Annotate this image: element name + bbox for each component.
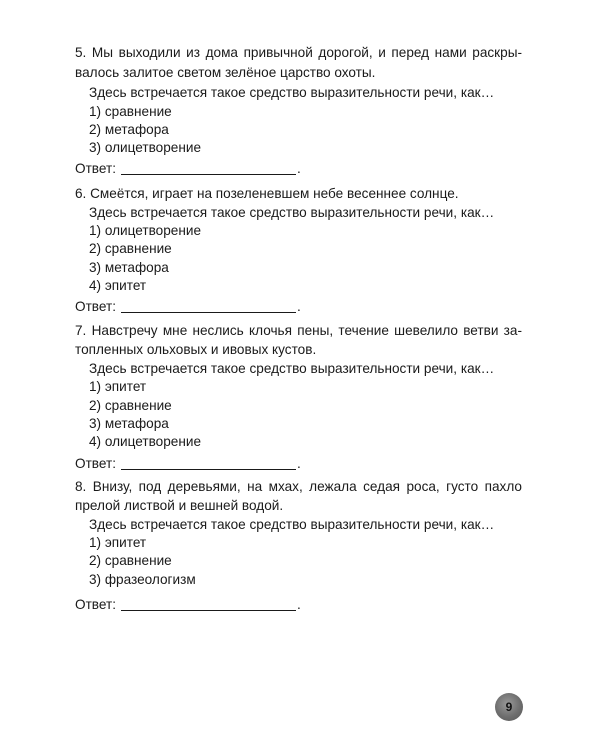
question-7-instruction: Здесь встречается такое средство выразительности речи, как… [89, 361, 495, 376]
question-6-option-4: 4) эпитет [89, 278, 147, 293]
question-5-text-line-2: валось залитое светом зелёное царство охоты. [75, 65, 376, 80]
question-6-option-3: 3) метафора [89, 260, 169, 275]
question-8-option-2: 2) сравнение [89, 553, 172, 568]
question-8-answer-period: . [297, 597, 301, 612]
question-6-text-line-1: 6. Смеётся, играет на позеленевшем небе весеннее солнце. [75, 186, 459, 201]
question-8-option-1: 1) эпитет [89, 535, 147, 550]
question-5-option-3: 3) олицетворение [89, 140, 202, 155]
question-5-answer-field[interactable] [121, 174, 296, 175]
question-8-answer-label: Ответ: [75, 597, 116, 612]
question-7-option-4: 4) олицетворение [89, 434, 202, 449]
question-7-option-3: 3) метафора [89, 416, 169, 431]
page-number-badge [495, 693, 523, 721]
question-7-option-1: 1) эпитет [89, 379, 147, 394]
question-8-text-line-2: прелой листвой и вешней водой. [75, 498, 284, 513]
question-6-answer-field[interactable] [121, 312, 296, 313]
question-8-option-3: 3) фразеологизм [89, 572, 196, 587]
page-number: 9 [505, 700, 513, 714]
question-8-answer-field[interactable] [121, 610, 296, 611]
question-6-option-2: 2) сравнение [89, 241, 172, 256]
question-7-text-line-2: топленных ольховых и ивовых кустов. [75, 342, 317, 357]
question-6-instruction: Здесь встречается такое средство выразительности речи, как… [89, 205, 495, 220]
question-5-option-2: 2) метафора [89, 122, 169, 137]
question-5-text-line-1: 5. Мы выходили из дома привычной дорогой, и перед нами раскры- [75, 45, 522, 60]
question-8-instruction: Здесь встречается такое средство выразительности речи, как… [89, 517, 495, 532]
question-5-instruction: Здесь встречается такое средство выразительности речи, как… [89, 85, 495, 100]
question-7-answer-label: Ответ: [75, 456, 116, 471]
question-8-text-line-1: 8. Внизу, под деревьями, на мхах, лежала седая роса, густо пахло [75, 479, 522, 494]
question-6-option-1: 1) олицетворение [89, 223, 202, 238]
question-6-answer-label: Ответ: [75, 299, 116, 314]
question-7-option-2: 2) сравнение [89, 398, 172, 413]
question-5-answer-label: Ответ: [75, 161, 116, 176]
question-5-answer-period: . [297, 161, 301, 176]
question-7-answer-period: . [297, 456, 301, 471]
question-5-option-1: 1) сравнение [89, 104, 172, 119]
question-7-text-line-1: 7. Навстречу мне неслись клочья пены, течение шевелило ветви за- [75, 323, 522, 338]
question-6-answer-period: . [297, 299, 301, 314]
question-7-answer-field[interactable] [121, 469, 296, 470]
